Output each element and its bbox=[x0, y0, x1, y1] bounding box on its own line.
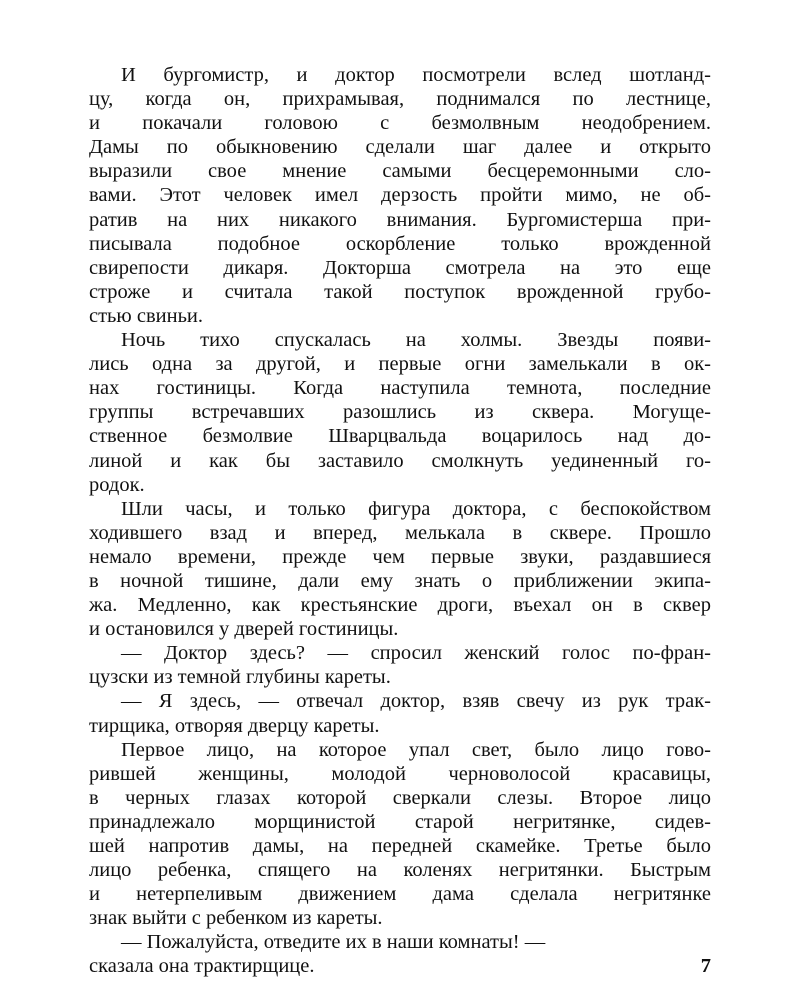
text-line: рившей женщины, молодой черноволосой красавицы, bbox=[89, 762, 711, 785]
text-line: цу, когда он, прихрамывая, поднимался по лестнице, bbox=[89, 88, 711, 111]
text-line: свирепости дикаря. Докторша смотрела на это еще bbox=[89, 256, 711, 279]
text-line: и остановился у дверей гостиницы. bbox=[89, 618, 399, 641]
text-line: вами. Этот человек имел дерзость пройти мимо, не об- bbox=[89, 184, 711, 207]
book-page bbox=[89, 63, 711, 979]
paragraph-6 bbox=[89, 738, 711, 931]
last-line-with-page-number bbox=[89, 954, 711, 978]
text-line: тирщика, отворяя дверцу кареты. bbox=[89, 714, 380, 737]
text-line: шей напротив дамы, на передней скамейке. Третье было bbox=[89, 835, 711, 857]
page-number: 7 bbox=[700, 955, 711, 978]
paragraph-7 bbox=[89, 930, 711, 978]
text-line: писывала подобное оскорбление только врожденной bbox=[89, 232, 711, 255]
text-line: линой и как бы заставило смолкнуть уединенный го- bbox=[89, 449, 711, 472]
text-line: группы встречавших разошлись из сквера. Могуще- bbox=[89, 401, 711, 424]
text-line: Ночь тихо спускалась на холмы. Звезды появи- bbox=[121, 329, 711, 352]
text-line: в ночной тишине, дали ему знать о приближении экипа- bbox=[89, 569, 711, 592]
paragraph-2 bbox=[89, 328, 711, 497]
text-line: знак выйти с ребенком из кареты. bbox=[89, 907, 383, 930]
paragraph-5 bbox=[89, 689, 711, 737]
text-line: — Доктор здесь? — спросил женский голос по-фран- bbox=[121, 642, 711, 665]
text-line: ственное безмолвие Шварцвальда воцарилось над до- bbox=[89, 425, 711, 448]
paragraph-3 bbox=[89, 497, 711, 642]
text-line: принадлежало морщинистой старой негритянке, сидев- bbox=[89, 810, 711, 833]
text-line: Дамы по обыкновению сделали шаг далее и открыто bbox=[89, 136, 711, 159]
text-line: сказала она трактирщице. bbox=[89, 955, 315, 978]
text-line: жа. Медленно, как крестьянские дроги, въехал он в сквер bbox=[89, 594, 711, 617]
text-line: — Я здесь, — отвечал доктор, взяв свечу из рук трак- bbox=[121, 690, 711, 713]
text-line: и покачали головою с безмолвным неодобрением. bbox=[89, 112, 711, 135]
text-line: ратив на них никакого внимания. Бургомистерша при- bbox=[89, 208, 711, 231]
text-line: ходившего взад и вперед, мелькала в сквере. Прошло bbox=[89, 521, 711, 544]
text-line: Шли часы, и только фигура доктора, с беспокойством bbox=[121, 497, 711, 520]
text-line: лицо ребенка, спящего на коленях негритянки. Быстрым bbox=[89, 859, 711, 882]
text-line: родок. bbox=[89, 473, 145, 496]
paragraph-1 bbox=[89, 63, 711, 328]
text-line: цузски из темной глубины кареты. bbox=[89, 666, 391, 689]
text-line: — Пожалуйста, отведите их в наши комнаты! — bbox=[121, 931, 546, 954]
text-line: немало времени, прежде чем первые звуки, раздавшиеся bbox=[89, 545, 711, 568]
text-line: выразили свое мнение самыми бесцеремонными сло- bbox=[89, 160, 711, 183]
text-line: в черных глазах которой сверкали слезы. Второе лицо bbox=[89, 786, 711, 809]
text-line: строже и считала такой поступок врожденной грубо- bbox=[89, 280, 711, 303]
text-line: нах гостиницы. Когда наступила темнота, последние bbox=[89, 377, 711, 400]
text-line: Первое лицо, на которое упал свет, было лицо гово- bbox=[121, 738, 711, 761]
text-line: И бургомистр, и доктор посмотрели вслед шотланд- bbox=[121, 64, 711, 86]
text-line: и нетерпеливым движением дама сделала негритянке bbox=[89, 883, 711, 906]
paragraph-4 bbox=[89, 641, 711, 689]
text-line: лись одна за другой, и первые огни замелькали в ок- bbox=[89, 353, 711, 376]
text-line: стью свиньи. bbox=[89, 304, 204, 327]
